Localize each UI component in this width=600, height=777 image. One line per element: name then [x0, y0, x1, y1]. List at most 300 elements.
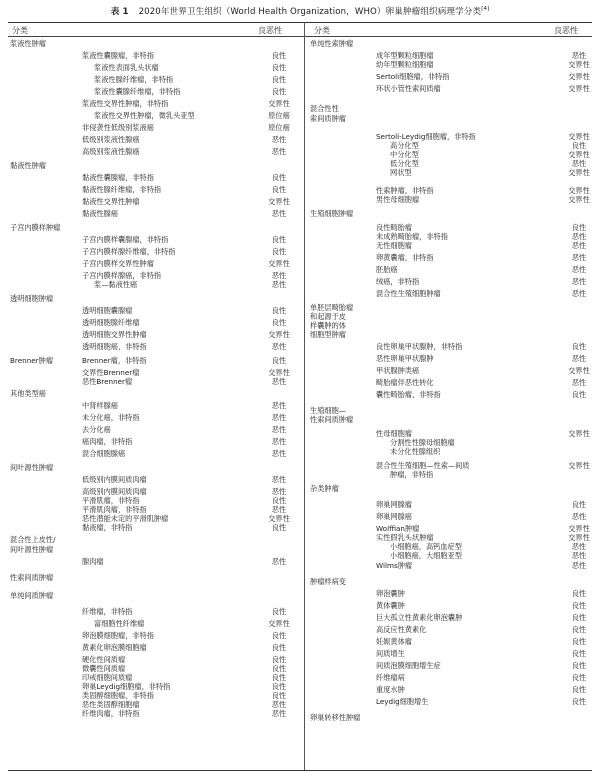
- tumor-name: 纤维肉瘤，非特指: [82, 709, 140, 718]
- table-row: [10, 413, 300, 425]
- category-name: 细胞型肿瘤: [310, 330, 346, 339]
- behavior-value: 交界性: [568, 429, 590, 438]
- table-row: [310, 277, 600, 289]
- table-row: [10, 437, 300, 449]
- tumor-name: 低分化型: [390, 159, 419, 168]
- table-row: [310, 637, 600, 649]
- table-row: [310, 51, 600, 60]
- column-divider: [304, 22, 305, 770]
- tumor-name: 卵巢Leydig细胞瘤，非特指: [82, 682, 171, 691]
- category-row: [10, 39, 300, 51]
- behavior-value: 良性: [571, 223, 587, 232]
- table-row: [10, 607, 300, 619]
- tumor-name: 混合细胞腺癌: [82, 449, 126, 458]
- table-row: [310, 551, 600, 561]
- tumor-name: 浆液性交界性肿瘤，非特指: [82, 99, 169, 108]
- tumor-name: 子宫内膜样囊腺瘤，非特指: [82, 235, 169, 244]
- category-name: 生殖细胞肿瘤: [310, 209, 354, 218]
- behavior-value: 交界性: [268, 99, 290, 108]
- behavior-value: 恶性: [571, 512, 587, 521]
- category-row: [310, 303, 600, 312]
- right-category-header: 分类: [314, 26, 330, 35]
- category-row: [310, 713, 600, 723]
- tumor-name: 未成熟畸胎瘤，非特指: [376, 232, 448, 241]
- tumor-name: 囊性畸胎瘤，非特指: [376, 390, 441, 399]
- tumor-name: 恶性卵巢甲状腺肿: [376, 354, 434, 363]
- behavior-value: 良性: [571, 613, 587, 622]
- tumor-name: 高反应性黄素化: [376, 625, 427, 634]
- behavior-value: 恶性: [571, 51, 587, 60]
- table-row: [10, 306, 300, 318]
- table-row: [10, 135, 300, 147]
- table-row: [10, 682, 300, 691]
- category-row: [310, 406, 600, 415]
- behavior-value: 恶性: [271, 377, 287, 386]
- table-row: [310, 132, 600, 141]
- table-row: [10, 75, 300, 87]
- table-row: [10, 487, 300, 496]
- behavior-value: 良性: [271, 607, 287, 616]
- category-name: 和起源于皮: [310, 312, 346, 321]
- behavior-value: 良性: [571, 697, 587, 706]
- table-row: [310, 542, 600, 551]
- behavior-value: 恶性: [271, 401, 287, 410]
- table-row: [310, 366, 600, 378]
- table-row: [310, 512, 600, 524]
- tumor-name: 浆液性交界性肿瘤，微乳头亚型: [94, 111, 195, 120]
- behavior-value: 恶性: [271, 209, 287, 218]
- table-row: [310, 141, 600, 150]
- table-row: [310, 72, 600, 84]
- behavior-value: 恶性: [271, 487, 287, 496]
- behavior-value: 良性: [271, 75, 287, 84]
- behavior-value: 良性: [271, 682, 287, 691]
- behavior-value: 交界性: [568, 150, 590, 159]
- tumor-name: 卵巢网腺癌: [376, 512, 412, 521]
- tumor-name: 高级别内膜间质肉瘤: [82, 487, 147, 496]
- behavior-value: 良性: [571, 500, 587, 509]
- table-row: [10, 330, 300, 342]
- table-row: [310, 500, 600, 512]
- category-name: 单胚层畸胎瘤: [310, 303, 354, 312]
- behavior-value: 良性: [271, 643, 287, 652]
- category-row: [310, 104, 600, 114]
- behavior-value: 良性: [271, 664, 287, 673]
- table-row: [310, 378, 600, 390]
- table-row: [10, 557, 300, 573]
- table-row: [10, 631, 300, 643]
- category-row: [10, 294, 300, 306]
- tumor-name: 性索肿瘤，非特指: [376, 186, 434, 195]
- category-name: 单纯性索肿瘤: [310, 39, 354, 48]
- behavior-value: 交界性: [268, 197, 290, 206]
- tumor-name: 混合性生殖细胞—性索—间质: [376, 461, 470, 470]
- behavior-value: 交界性: [568, 195, 590, 204]
- category-row: [10, 223, 300, 235]
- behavior-value: 良性: [271, 185, 287, 194]
- tumor-name: 小细胞癌，大细胞亚型: [390, 551, 462, 560]
- table-row: [310, 673, 600, 685]
- tumor-name: Brenner瘤，非特指: [82, 356, 147, 365]
- tumor-name: 子宫内膜样交界性肿瘤: [82, 259, 154, 268]
- behavior-value: 恶性: [571, 289, 587, 298]
- category-row: [310, 321, 600, 330]
- category-name: 浆液性肿瘤: [10, 39, 46, 48]
- behavior-value: 交界性: [568, 60, 590, 69]
- table-row: [10, 87, 300, 99]
- behavior-value: 良性: [271, 691, 287, 700]
- table-row: [10, 449, 300, 463]
- tumor-name: 恶性潜能未定的平滑肌肿瘤: [82, 514, 169, 523]
- table-row: [10, 271, 300, 280]
- category-name: 样囊肿的体: [310, 321, 346, 330]
- tumor-name: 透明细胞腺纤维瘤: [82, 318, 140, 327]
- tumor-name: 黏液性腺癌: [82, 209, 118, 218]
- table-row: [10, 691, 300, 700]
- table-row: [310, 429, 600, 438]
- tumor-name: 高分化型: [390, 141, 419, 150]
- table-row: [10, 664, 300, 673]
- category-row: [310, 484, 600, 500]
- tumor-name: 良性畸胎瘤: [376, 223, 412, 232]
- tumor-name: 间质增生: [376, 649, 405, 658]
- table-row: [10, 673, 300, 682]
- tumor-name: 浆液性腺纤维瘤，非特指: [94, 75, 174, 84]
- tumor-name: 非侵袭性低级别浆液癌: [82, 123, 154, 132]
- behavior-value: 恶性: [271, 135, 287, 144]
- tumor-name: 浆液性囊腺瘤，非特指: [82, 51, 154, 60]
- category-name: 透明细胞肿瘤: [10, 294, 54, 303]
- tumor-name: 妊娠黄体瘤: [376, 637, 412, 646]
- category-name: 单纯间质肿瘤: [10, 591, 54, 600]
- tumor-name: 腺肉瘤: [82, 557, 104, 566]
- tumor-name: 肿瘤，非特指: [390, 470, 434, 479]
- tumor-name: 子宫内膜样腺纤维瘤，非特指: [82, 247, 176, 256]
- category-row: [10, 573, 300, 591]
- tumor-name: 未分化性腺组织: [390, 447, 441, 456]
- behavior-value: 良性: [271, 318, 287, 327]
- table-row: [10, 123, 300, 135]
- table-row: [310, 265, 600, 277]
- category-name: 索间质肿瘤: [310, 114, 346, 123]
- tumor-name: 网状型: [390, 168, 412, 177]
- tumor-name: 透明细胞交界性肿瘤: [82, 330, 147, 339]
- tumor-name: Leydig细胞增生: [376, 697, 429, 706]
- category-row: [10, 463, 300, 475]
- behavior-value: 良性: [571, 589, 587, 598]
- tumor-name: 印戒细胞间质瘤: [82, 673, 133, 682]
- behavior-value: 良性: [271, 655, 287, 664]
- tumor-name: 中肾样腺癌: [82, 401, 118, 410]
- behavior-value: 原位癌: [268, 123, 290, 132]
- behavior-value: 恶性: [271, 449, 287, 458]
- table-row: [310, 589, 600, 601]
- right-column: [310, 39, 600, 723]
- left-behavior-header: 良恶性: [258, 26, 282, 35]
- tumor-name: 低级别内膜间质肉瘤: [82, 475, 147, 484]
- left-category-header: 分类: [12, 26, 28, 35]
- behavior-value: 良性: [571, 390, 587, 399]
- table-row: [10, 63, 300, 75]
- behavior-value: 良性: [571, 141, 587, 150]
- tumor-name: 实性假乳头状肿瘤: [376, 533, 434, 542]
- behavior-value: 恶性: [271, 557, 287, 566]
- tumor-name: 子宫内膜样腺癌，非特指: [82, 271, 162, 280]
- behavior-value: 良性: [571, 673, 587, 682]
- table-row: [310, 461, 600, 470]
- behavior-value: 良性: [271, 496, 287, 505]
- top-rule: [8, 22, 592, 23]
- table-row: [10, 235, 300, 247]
- tumor-name: 黏液瘤，非特指: [82, 523, 133, 532]
- behavior-value: 恶性: [271, 709, 287, 718]
- behavior-value: 交界性: [568, 168, 590, 177]
- tumor-name: 高级别浆液性腺癌: [82, 147, 140, 156]
- table-row: [10, 209, 300, 223]
- table-row: [310, 195, 600, 209]
- tumor-name: 胚胎癌: [376, 265, 398, 274]
- category-name: 卵巢转移性肿瘤: [310, 713, 361, 722]
- tumor-name: 恶性类固醇细胞瘤: [82, 700, 140, 709]
- category-name: 间叶源性肿瘤: [10, 545, 54, 554]
- behavior-value: 恶性: [271, 505, 287, 514]
- tumor-name: 恶性Brenner瘤: [82, 377, 133, 386]
- behavior-value: 交界性: [568, 84, 590, 93]
- behavior-value: 良性: [571, 685, 587, 694]
- tumor-name: 微囊性间质瘤: [82, 664, 126, 673]
- behavior-value: 恶性: [571, 241, 587, 250]
- behavior-value: 良性: [271, 356, 287, 365]
- table-row: [310, 168, 600, 186]
- category-name: Brenner肿瘤: [10, 356, 54, 365]
- behavior-value: 恶性: [571, 354, 587, 363]
- tumor-name: 平滑肌瘤，非特指: [82, 496, 140, 505]
- table-row: [10, 700, 300, 709]
- behavior-value: 恶性: [271, 437, 287, 446]
- table-row: [10, 377, 300, 389]
- behavior-value: 恶性: [571, 378, 587, 387]
- tumor-name: 透明细胞癌，非特指: [82, 342, 147, 351]
- category-name: 其他类型癌: [10, 389, 46, 398]
- behavior-value: 良性: [271, 235, 287, 244]
- table-row: [10, 401, 300, 413]
- table-row: [310, 241, 600, 253]
- behavior-value: 良性: [271, 631, 287, 640]
- behavior-value: 交界性: [268, 330, 290, 339]
- left-column: [10, 39, 300, 718]
- tumor-name: 浆—黏液性癌: [94, 280, 138, 289]
- category-name: 混合性上皮性/: [10, 535, 56, 544]
- behavior-value: 交界性: [568, 132, 590, 141]
- behavior-value: 良性: [271, 51, 287, 60]
- behavior-value: 恶性: [271, 413, 287, 422]
- table-reference: [4]: [481, 6, 490, 13]
- table-row: [10, 368, 300, 377]
- category-name: 性索间质肿瘤: [10, 573, 54, 582]
- table-row: [10, 342, 300, 356]
- tumor-name: 绒癌，非特指: [376, 277, 420, 286]
- behavior-value: 恶性: [271, 147, 287, 156]
- bottom-rule: [8, 770, 592, 771]
- table-row: [10, 505, 300, 514]
- tumor-name: 性母细胞瘤: [376, 429, 412, 438]
- behavior-value: 恶性: [271, 342, 287, 351]
- behavior-value: 交界性: [268, 368, 290, 377]
- table-row: [10, 259, 300, 271]
- behavior-value: 交界性: [568, 72, 590, 81]
- tumor-name: 中分化型: [390, 150, 419, 159]
- behavior-value: 交界性: [268, 514, 290, 523]
- behavior-value: 恶性: [571, 253, 587, 262]
- table-row: [10, 655, 300, 664]
- category-row: [310, 415, 600, 429]
- tumor-name: 未分化癌，非特指: [82, 413, 140, 422]
- behavior-value: 恶性: [271, 271, 287, 280]
- table-row: [10, 475, 300, 487]
- table-row: [310, 661, 600, 673]
- table-row: [10, 51, 300, 63]
- table-row: [310, 601, 600, 613]
- behavior-value: 良性: [571, 637, 587, 646]
- table-row: [310, 438, 600, 447]
- table-row: [10, 280, 300, 294]
- table-row: [10, 643, 300, 655]
- table-row: [310, 533, 600, 542]
- table-row: [310, 685, 600, 697]
- table-row: [310, 253, 600, 265]
- tumor-name: 分割性性腺母细胞瘤: [390, 438, 455, 447]
- table-caption: 2020年世界卫生组织（World Health Organization，WHO）卵巢肿瘤组织病理学分类: [138, 7, 482, 17]
- tumor-name: 男性母细胞瘤: [376, 195, 420, 204]
- tumor-name: 卵黄囊瘤，非特指: [376, 253, 434, 262]
- tumor-name: 硬化性间质瘤: [82, 655, 126, 664]
- behavior-value: 良性: [571, 625, 587, 634]
- tumor-name: Sertoli细胞瘤，非特指: [376, 72, 450, 81]
- category-name: 子宫内膜样肿瘤: [10, 223, 61, 232]
- table-title: [0, 5, 600, 17]
- tumor-name: 无性细胞瘤: [376, 241, 412, 250]
- tumor-name: 浆液性表面乳头状瘤: [94, 63, 159, 72]
- category-row: [310, 577, 600, 589]
- table-row: [310, 150, 600, 159]
- table-label: 表 1: [110, 7, 129, 17]
- table-row: [10, 173, 300, 185]
- behavior-value: 交界性: [568, 461, 590, 470]
- table-row: [310, 524, 600, 533]
- category-row: [10, 591, 300, 607]
- tumor-name: 幼年型颗粒细胞瘤: [376, 60, 434, 69]
- tumor-name: 黄体囊肿: [376, 601, 405, 610]
- table-row: [310, 625, 600, 637]
- tumor-name: 富细胞性纤维瘤: [94, 619, 145, 628]
- table-row: [310, 697, 600, 713]
- category-name: 黏液性肿瘤: [10, 161, 46, 170]
- tumor-name: 纤维瘤，非特指: [82, 607, 133, 616]
- behavior-value: 良性: [271, 673, 287, 682]
- behavior-value: 良性: [271, 173, 287, 182]
- table-row: [310, 470, 600, 484]
- header-rule: [8, 36, 592, 37]
- tumor-name: 类固醇细胞瘤，非特指: [82, 691, 154, 700]
- table-row: [10, 147, 300, 161]
- category-name: 性索间质肿瘤: [310, 415, 354, 424]
- tumor-name: 交界性Brenner瘤: [82, 368, 140, 377]
- category-name: 杂类肿瘤: [310, 484, 339, 493]
- category-row: [310, 39, 600, 51]
- table-row: [10, 496, 300, 505]
- table-row: [10, 523, 300, 535]
- behavior-value: 交界性: [568, 533, 590, 542]
- table-row: [10, 99, 300, 111]
- tumor-name: Sertoli-Leydig细胞瘤，非特指: [376, 132, 476, 141]
- tumor-name: 混合性生殖细胞肿瘤: [376, 289, 441, 298]
- behavior-value: 良性: [271, 306, 287, 315]
- tumor-name: Wilms肿瘤: [376, 561, 413, 570]
- behavior-value: 恶性: [571, 551, 587, 560]
- behavior-value: 良性: [571, 661, 587, 670]
- table-row: [310, 232, 600, 241]
- behavior-value: 恶性: [571, 159, 587, 168]
- table-row: [310, 390, 600, 406]
- tumor-name: 巨大孤立性黄素化卵泡囊肿: [376, 613, 463, 622]
- tumor-name: 环状小管性索间质瘤: [376, 84, 441, 93]
- tumor-name: 癌肉瘤，非特指: [82, 437, 133, 446]
- table-row: [10, 514, 300, 523]
- table-row: [10, 318, 300, 330]
- behavior-value: 恶性: [571, 561, 587, 570]
- behavior-value: 恶性: [571, 265, 587, 274]
- behavior-value: 良性: [271, 87, 287, 96]
- table-row: [310, 354, 600, 366]
- table-row: [310, 613, 600, 625]
- behavior-value: 交界性: [568, 186, 590, 195]
- table-row: [310, 447, 600, 461]
- tumor-name: 小细胞癌，高钙血症型: [390, 542, 462, 551]
- tumor-name: 浆液性囊腺纤维瘤，非特指: [94, 87, 181, 96]
- tumor-name: 重度水肿: [376, 685, 405, 694]
- table-row: [10, 197, 300, 209]
- behavior-value: 交界性: [268, 259, 290, 268]
- tumor-name: 黄素化卵泡膜细胞瘤: [82, 643, 147, 652]
- tumor-name: 卵巢网腺瘤: [376, 500, 412, 509]
- tumor-name: 低级别浆液性腺癌: [82, 135, 140, 144]
- table-row: [10, 709, 300, 718]
- tumor-name: 甲状腺肿类癌: [376, 366, 420, 375]
- tumor-name: 间质泡膜细胞增生症: [376, 661, 441, 670]
- behavior-value: 交界性: [268, 619, 290, 628]
- table-row: [310, 186, 600, 195]
- table-row: [310, 84, 600, 104]
- category-row: [310, 114, 600, 132]
- category-name: 间叶源性肿瘤: [10, 463, 54, 472]
- category-row: [310, 312, 600, 321]
- tumor-name: 卵泡膜细胞瘤，非特指: [82, 631, 154, 640]
- table-row: [10, 356, 300, 368]
- tumor-name: 平滑肌肉瘤，非特指: [82, 505, 147, 514]
- tumor-name: 成年型颗粒细胞瘤: [376, 51, 434, 60]
- table-row: [310, 60, 600, 72]
- category-name: 混合性性: [310, 104, 339, 113]
- behavior-value: 良性: [271, 523, 287, 532]
- behavior-value: 良性: [571, 649, 587, 658]
- behavior-value: 良性: [571, 601, 587, 610]
- right-behavior-header: 良恶性: [554, 26, 578, 35]
- behavior-value: 交界性: [568, 524, 590, 533]
- tumor-name: 卵泡囊肿: [376, 589, 405, 598]
- behavior-value: 交界性: [568, 366, 590, 375]
- tumor-name: 纤维瘤病: [376, 673, 405, 682]
- tumor-name: 黏液性囊腺瘤，非特指: [82, 173, 154, 182]
